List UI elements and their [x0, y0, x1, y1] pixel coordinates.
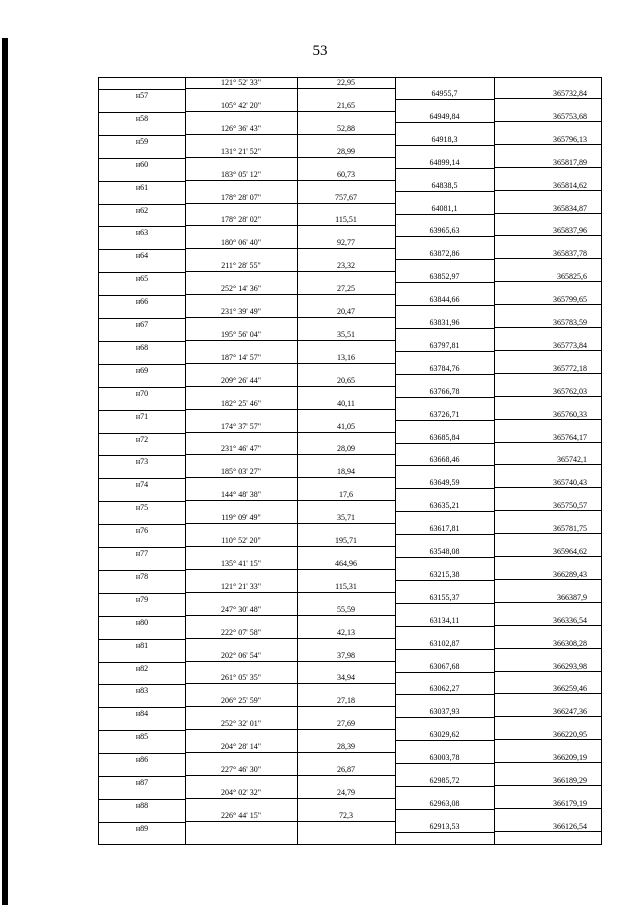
y-coordinate-cell: 365837,78	[494, 249, 601, 259]
angle-cell: 261° 05' 35"	[185, 673, 297, 684]
x-coordinate-cell: 63155,37	[395, 593, 494, 604]
distance-cell: 92,77	[297, 238, 395, 249]
scan-binding-edge	[2, 38, 8, 905]
y-coordinate-cell: 366387,9	[494, 593, 601, 603]
point-cell: н74	[99, 478, 185, 490]
table-row	[99, 467, 601, 489]
x-coordinate-cell: 62985,72	[395, 776, 494, 787]
distance-cell: 21,65	[297, 101, 395, 112]
distance-cell: 27,69	[297, 719, 395, 730]
distance-cell: 34,94	[297, 673, 395, 684]
distance-cell: 40,11	[297, 399, 395, 410]
angle-cell: 206° 25' 59"	[185, 696, 297, 707]
distance-cell: 24,79	[297, 788, 395, 799]
angle-cell: 131° 21' 52"	[185, 147, 297, 158]
table-row	[99, 261, 601, 283]
x-coordinate-cell: 63062,27	[395, 684, 494, 695]
y-coordinate-cell: 365750,57	[494, 501, 601, 511]
angle-cell: 227° 46' 30"	[185, 765, 297, 776]
point-cell: н89	[99, 822, 185, 834]
table-row	[99, 651, 601, 673]
distance-cell: 28,39	[297, 742, 395, 753]
point-cell: н73	[99, 455, 185, 467]
x-coordinate-cell: 63548,08	[395, 547, 494, 558]
distance-cell: 464,96	[297, 559, 395, 570]
point-cell: н79	[99, 593, 185, 605]
angle-cell: 121° 21' 33"	[185, 582, 297, 593]
angle-cell: 110° 52' 20"	[185, 536, 297, 547]
y-coordinate-cell: 365781,75	[494, 524, 601, 534]
table-row	[99, 582, 601, 604]
y-coordinate-cell: 366308,28	[494, 639, 601, 649]
x-coordinate-cell: 63134,11	[395, 616, 494, 627]
y-coordinate-cell: 366209,19	[494, 753, 601, 763]
distance-cell: 28,99	[297, 147, 395, 158]
point-cell: н65	[99, 272, 185, 284]
distance-cell: 27,18	[297, 696, 395, 707]
point-cell: н59	[99, 135, 185, 147]
x-coordinate-cell: 64899,14	[395, 158, 494, 169]
point-cell: н58	[99, 112, 185, 124]
distance-cell: 757,67	[297, 193, 395, 204]
distance-cell: 35,51	[297, 330, 395, 341]
y-coordinate-cell: 365762,03	[494, 387, 601, 397]
x-coordinate-cell: 63067,68	[395, 662, 494, 673]
point-cell: н64	[99, 249, 185, 261]
point-cell: н69	[99, 364, 185, 376]
point-cell: н87	[99, 776, 185, 788]
x-coordinate-cell: 63003,78	[395, 753, 494, 764]
x-coordinate-cell: 63844,66	[395, 295, 494, 306]
angle-cell: 187° 14' 57"	[185, 353, 297, 364]
y-coordinate-cell: 365773,84	[494, 341, 601, 351]
point-cell: н86	[99, 753, 185, 765]
table-row	[99, 238, 601, 260]
angle-cell: 183° 05' 12"	[185, 170, 297, 181]
point-cell: н77	[99, 547, 185, 559]
table-row	[99, 742, 601, 764]
distance-cell: 72,3	[297, 811, 395, 822]
x-coordinate-cell: 63726,71	[395, 410, 494, 421]
distance-cell: 35,71	[297, 513, 395, 524]
angle-cell: 204° 02' 32"	[185, 788, 297, 799]
x-coordinate-cell: 63797,81	[395, 341, 494, 352]
table-row	[99, 284, 601, 306]
angle-cell: 121° 52' 33"	[185, 78, 297, 89]
angle-cell: 204° 28' 14"	[185, 742, 297, 753]
y-coordinate-cell: 365783,59	[494, 318, 601, 328]
table-row	[99, 422, 601, 444]
point-cell: н63	[99, 226, 185, 238]
y-coordinate-cell: 365964,62	[494, 547, 601, 557]
table-row	[99, 215, 601, 237]
x-coordinate-cell: 63784,76	[395, 364, 494, 375]
angle-cell: 195° 56' 04"	[185, 330, 297, 341]
y-coordinate-cell: 365764,17	[494, 433, 601, 443]
y-coordinate-cell: 366336,54	[494, 616, 601, 626]
y-coordinate-cell: 365837,96	[494, 226, 601, 236]
x-coordinate-cell: 64918,3	[395, 135, 494, 146]
angle-cell: 119° 09' 49"	[185, 513, 297, 524]
point-cell: н83	[99, 684, 185, 696]
y-coordinate-cell: 365760,33	[494, 410, 601, 420]
point-cell: н84	[99, 707, 185, 719]
point-cell: н62	[99, 204, 185, 216]
table-row	[99, 353, 601, 375]
point-cell: н57	[99, 89, 185, 101]
angle-cell: 252° 14' 36"	[185, 284, 297, 295]
point-cell: н78	[99, 570, 185, 582]
distance-cell: 42,13	[297, 628, 395, 639]
point-cell: н88	[99, 799, 185, 811]
angle-cell: 182° 25' 46"	[185, 399, 297, 410]
y-coordinate-cell: 365814,62	[494, 181, 601, 191]
x-coordinate-cell: 64955,7	[395, 89, 494, 100]
x-coordinate-cell: 63831,96	[395, 318, 494, 329]
distance-cell: 195,71	[297, 536, 395, 547]
angle-cell: 231° 46' 47"	[185, 444, 297, 455]
x-coordinate-cell: 63215,38	[395, 570, 494, 581]
x-coordinate-cell: 62963,08	[395, 799, 494, 810]
x-coordinate-cell: 63649,59	[395, 478, 494, 489]
table-row	[99, 399, 601, 421]
x-coordinate-cell: 63852,97	[395, 272, 494, 283]
point-cell: н71	[99, 410, 185, 422]
y-coordinate-cell: 365834,87	[494, 204, 601, 214]
table-row	[99, 193, 601, 215]
distance-cell: 18,94	[297, 467, 395, 478]
point-cell: н61	[99, 181, 185, 193]
angle-cell: 174° 37' 57"	[185, 422, 297, 433]
distance-cell: 20,65	[297, 376, 395, 387]
distance-cell: 23,32	[297, 261, 395, 272]
y-coordinate-cell: 365817,89	[494, 158, 601, 168]
distance-cell: 13,16	[297, 353, 395, 364]
table-row	[99, 490, 601, 512]
point-cell: н76	[99, 524, 185, 536]
table-row	[99, 696, 601, 718]
point-cell: н81	[99, 639, 185, 651]
point-cell: н70	[99, 387, 185, 399]
angle-cell: 185° 03' 27"	[185, 467, 297, 478]
distance-cell: 17,6	[297, 490, 395, 501]
x-coordinate-cell: 64838,5	[395, 181, 494, 192]
point-cell: н85	[99, 730, 185, 742]
coordinates-table	[98, 77, 602, 845]
y-coordinate-cell: 366179,19	[494, 799, 601, 809]
angle-cell: 202° 06' 54"	[185, 651, 297, 662]
point-cell: н67	[99, 318, 185, 330]
x-coordinate-cell: 63872,86	[395, 249, 494, 260]
point-cell: н80	[99, 616, 185, 628]
y-coordinate-cell: 365799,65	[494, 295, 601, 305]
point-cell: н66	[99, 295, 185, 307]
table-row	[99, 170, 601, 192]
distance-cell: 28,09	[297, 444, 395, 455]
x-coordinate-cell: 63668,46	[395, 455, 494, 466]
angle-cell: 211° 28' 55"	[185, 261, 297, 272]
angle-cell: 252° 32' 01"	[185, 719, 297, 730]
distance-cell: 22,95	[297, 78, 395, 89]
table-row	[99, 101, 601, 123]
point-cell: н60	[99, 158, 185, 170]
distance-cell: 60,73	[297, 170, 395, 181]
angle-cell: 105° 42' 20"	[185, 101, 297, 112]
x-coordinate-cell: 64081,1	[395, 204, 494, 215]
table-row	[99, 307, 601, 329]
y-coordinate-cell: 366220,95	[494, 730, 601, 740]
distance-cell: 26,87	[297, 765, 395, 776]
angle-cell: 178° 28' 07"	[185, 193, 297, 204]
y-coordinate-cell: 366259,46	[494, 684, 601, 694]
table-row	[99, 330, 601, 352]
table-row	[99, 147, 601, 169]
table-row	[99, 513, 601, 535]
table-row	[99, 788, 601, 810]
x-coordinate-cell: 63635,21	[395, 501, 494, 512]
x-coordinate-cell: 63685,84	[395, 433, 494, 444]
y-coordinate-cell: 365772,18	[494, 364, 601, 374]
table-row	[99, 78, 601, 100]
y-coordinate-cell: 365740,43	[494, 478, 601, 488]
y-coordinate-cell: 366293,98	[494, 662, 601, 672]
x-coordinate-cell: 63029,62	[395, 730, 494, 741]
table-row	[99, 811, 601, 833]
distance-cell: 20,47	[297, 307, 395, 318]
angle-cell: 126° 36' 43"	[185, 124, 297, 135]
y-coordinate-cell: 365825,6	[494, 272, 601, 282]
table-row	[99, 124, 601, 146]
x-coordinate-cell: 63102,87	[395, 639, 494, 650]
table-row	[99, 765, 601, 787]
distance-cell: 41,05	[297, 422, 395, 433]
x-coordinate-cell: 64949,84	[395, 112, 494, 123]
table-row	[99, 628, 601, 650]
x-coordinate-cell: 62913,53	[395, 822, 494, 833]
distance-cell: 52,88	[297, 124, 395, 135]
distance-cell: 115,31	[297, 582, 395, 593]
angle-cell: 247° 30' 48"	[185, 605, 297, 616]
y-coordinate-cell: 365742,1	[494, 455, 601, 465]
angle-cell: 222° 07' 58"	[185, 628, 297, 639]
x-coordinate-cell: 63965,63	[395, 226, 494, 237]
table-row	[99, 559, 601, 581]
point-cell: н82	[99, 662, 185, 674]
table-row	[99, 673, 601, 695]
y-coordinate-cell: 366126,54	[494, 822, 601, 832]
table-row	[99, 536, 601, 558]
y-coordinate-cell: 366289,43	[494, 570, 601, 580]
page-number: 53	[312, 43, 328, 59]
table-row	[99, 376, 601, 398]
point-cell: н68	[99, 341, 185, 353]
angle-cell: 180° 06' 40"	[185, 238, 297, 249]
x-coordinate-cell: 63766,78	[395, 387, 494, 398]
distance-cell: 37,98	[297, 651, 395, 662]
y-coordinate-cell: 365732,84	[494, 89, 601, 99]
angle-cell: 231° 39' 49"	[185, 307, 297, 318]
y-coordinate-cell: 366189,29	[494, 776, 601, 786]
angle-cell: 178° 28' 02"	[185, 215, 297, 226]
point-cell: н75	[99, 501, 185, 513]
angle-cell: 135° 41' 15"	[185, 559, 297, 570]
point-cell: н72	[99, 433, 185, 445]
table-row	[99, 605, 601, 627]
y-coordinate-cell: 365753,68	[494, 112, 601, 122]
x-coordinate-cell: 63037,93	[395, 707, 494, 718]
angle-cell: 209° 26' 44"	[185, 376, 297, 387]
table-row	[99, 444, 601, 466]
distance-cell: 115,51	[297, 215, 395, 226]
distance-cell: 55,59	[297, 605, 395, 616]
angle-cell: 226° 44' 15"	[185, 811, 297, 822]
y-coordinate-cell: 366247,36	[494, 707, 601, 717]
y-coordinate-cell: 365796,13	[494, 135, 601, 145]
distance-cell: 27,25	[297, 284, 395, 295]
x-coordinate-cell: 63617,81	[395, 524, 494, 535]
table-row	[99, 719, 601, 741]
angle-cell: 144° 48' 38"	[185, 490, 297, 501]
